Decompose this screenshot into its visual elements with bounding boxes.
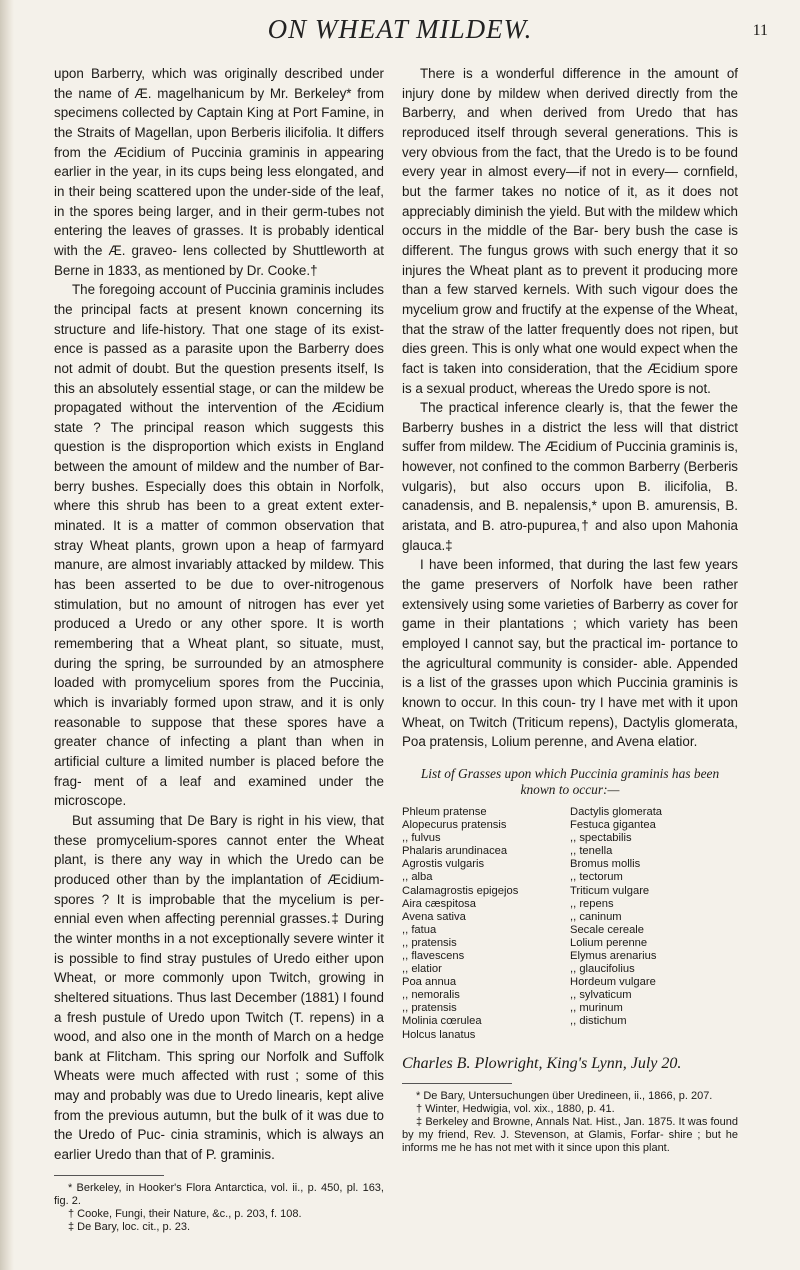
footnote: * Berkeley, in Hooker's Flora Antarctica, vol. ii., p. 450, pl. 163, fig. 2.	[54, 1181, 384, 1207]
paragraph: I have been informed, that during the last few years the game preservers of Norfolk have been rather extensively using some varieties of Barberry as cover for game in their plantations ; which variety has been employed I cannot say, but the practical im- portance to the agricultural community is consider- able. Appended is a list of the grasses upon which Puccinia graminis is known to occur. In this coun- try I have met with it upon Wheat, on Twitch (Triticum repens), Dactylis glomerata, Poa pratensis, Lolium perenne, and Avena elatior.	[402, 557, 738, 750]
grass-item: ,, fatua	[402, 923, 437, 936]
footnote: † Winter, Hedwigia, vol. xix., 1880, p. 41.	[416, 1103, 615, 1116]
grass-item: ,, alba	[402, 871, 433, 884]
running-head	[0, 14, 800, 54]
grass-list-caption: List of Grasses upon which Puccinia graminis has been known to occur:—	[420, 765, 720, 797]
grass-item: Triticum vulgare	[570, 884, 650, 897]
paragraph: The foregoing account of Puccinia graminis includes the principal facts at present known concerning its structure and life-history. That one stage of its exist- ence is passed as a parasite upon the Barberry does not admit of doubt. But the question presents itself, Is this an absolutely essential stage, or can the mildew be propagated without the intervention of the Æcidium state ? The principal reason which suggests this question is the disproportion which exists in England between the amount of mildew and the number of Bar- berry bushes. Especially does this obtain in Norfolk, where this shrub has been to a great extent exter- minated. It is a matter of common observation that stray Wheat plants, grown upon a heap of farmyard manure, are almost invariably attacked by mildew. This has been asserted to be due to over-nitrogenous stimulation, but no amount of nitrogen has ever yet produced a Uredo or any other spore. It is worth remembering that a Wheat plant, so situate, must, during the spring, be surrounded by an atmosphere loaded with promycelium spores from the Puccinia, which is invariably formed upon straw, and it is only reasonable to suppose that these spores have a greater chance of infecting a plant than when in artificial culture a limited number is placed before the frag- ment of a leaf and examined under the microscope.	[54, 282, 384, 809]
footnotes	[54, 1182, 384, 1234]
footnote: ‡ De Bary, loc. cit., p. 23.	[68, 1220, 191, 1233]
grass-item: ,, tectorum	[570, 871, 623, 884]
grass-item: Elymus arenarius	[570, 950, 657, 962]
grass-item: Phalaris arundinacea	[402, 845, 508, 858]
grass-item: Festuca gigantea	[570, 819, 656, 832]
paragraph: The practical inference clearly is, that the fewer the Barberry bushes in a district the less will that district suffer from mildew. The Æcidium of Puccinia graminis is, however, not confined to the common Barberry (Berberis vulgaris), but also occurs upon B. ilicifolia, B. canadensis, and B. nepalensis,* upon B. amurensis, B. aristata, and B. atro-pupurea,† and also upon Mahonia glauca.‡	[402, 400, 738, 553]
grass-item: Dactylis glomerata	[570, 805, 663, 818]
grass-item: Alopecurus pratensis	[402, 819, 507, 832]
paragraph: upon Barberry, which was originally described under the name of Æ. magelhanicum by Mr. Berkeley* from specimens collected by Captain King at Port Famine, in the Straits of Magellan, upon Berberis ilicifolia. It differs from the Æcidium of Puccinia graminis in appearing earlier in the year, in its cups being less elongated, and in their being scattered upon the under-side of the leaf, in the spores being larger, and in their germ-tubes not entering the leaves of grasses. It is probably identical with the Æ. graveo- lens collected by Shuttleworth at Berne in 1833, as mentioned by Dr. Cooke.†	[54, 66, 384, 278]
footnote: * De Bary, Untersuchungen über Uredineen, ii., 1866, p. 207.	[416, 1090, 713, 1103]
footnote-rule	[54, 1175, 164, 1176]
grass-item: Hordeum vulgare	[570, 976, 656, 989]
paragraph: But assuming that De Bary is right in his view, that these promycelium-spores cannot enter the Wheat plant, is there any way in which the Uredo can be produced other than by the implantation of Æcidium- spores ? It is improbable that the mycelium is per- ennial even when affecting perennial grasses.‡ During the winter months in a not exceptionally severe winter it is possible to find stray pustules of Uredo either upon Wheat, or more commonly upon Twitch, growing in sheltered situations. Thus last December (1881) I found a fresh pustule of Uredo upon Twitch (T. repens) in a wood, and also one in the month of March on a hedge bank at Flitcham. This spring our Norfolk and Suffolk Wheats were much affected with rust ; some of this may and probably was due to Uredo linearis, kept alive from the previous autumn, but the bulk of it was due to the Uredo of Puc- cinia straminis, which is always an earlier Uredo than that of P. graminis.	[54, 812, 384, 1163]
grass-item: ,, distichum	[570, 1015, 627, 1028]
author-signature: Charles B. Plowright, King's Lynn, July 20.	[402, 1054, 682, 1072]
grass-item: Molinia cœrulea	[402, 1015, 482, 1028]
grass-item: Bromus mollis	[570, 858, 641, 871]
grass-item: ,, flavescens	[402, 950, 465, 962]
grass-item: ,, spectabilis	[570, 832, 632, 845]
grass-list	[402, 806, 738, 1042]
grass-item: ,, pratensis	[402, 1002, 457, 1015]
footnote-rule	[402, 1083, 512, 1084]
page-number: 11	[752, 22, 768, 39]
footnotes	[402, 1090, 738, 1155]
grass-item: Poa annua	[402, 976, 457, 989]
grass-item: ,, sylvaticum	[570, 989, 632, 1002]
page-gutter-shadow	[0, 0, 14, 1270]
grass-item: Lolium perenne	[570, 936, 648, 949]
grass-item: Calamagrostis epigejos	[402, 884, 519, 897]
grass-item: ,, caninum	[570, 910, 622, 923]
grass-item: ,, nemoralis	[402, 989, 460, 1002]
grass-list-left	[402, 806, 570, 1042]
left-column	[54, 64, 384, 1234]
grass-item: Secale cereale	[570, 923, 645, 936]
paragraph: There is a wonderful difference in the amount of injury done by mildew when derived directly from the Barberry, and when derived from Uredo that has reproduced itself through several generations. This is very obvious from the fact, that the Uredo is to be found every year in almost every—if not in every— cornfield, but the farmer takes no notice of it, as it does not appreciably diminish the yield. But with the mildew which occurs in the middle of the Bar- bery bush the case is different. The fungus grows with such energy that it so injures the Wheat plant as to prevent it producing more than a few starved kernels. With such vigour does the mycelium grow and fructify at the expense of the Wheat, that the straw of the latter frequently does not ripen, but dies green. This is only what one would expect when the fact is taken into consideration, that the Æcidium spore is a sexual product, whereas the Uredo spore is not.	[402, 66, 738, 396]
grass-item: Holcus lanatus	[402, 1028, 476, 1041]
right-column	[402, 64, 738, 1155]
footnote: † Cooke, Fungi, their Nature, &c., p. 203, f. 108.	[68, 1207, 302, 1220]
grass-item: ,, fulvus	[402, 832, 441, 845]
grass-item: Aira cæspitosa	[402, 897, 476, 910]
grass-item: ,, elatior	[402, 963, 442, 976]
grass-item: ,, tenella	[570, 845, 613, 858]
grass-item: ,, murinum	[570, 1002, 623, 1015]
footnote: ‡ Berkeley and Browne, Annals Nat. Hist., Jan. 1875. It was found by my friend, Rev. J. Stevenson, at Glamis, Forfar- shire ; but he informs me he has not met with it since upon this plant.	[402, 1116, 738, 1155]
grass-item: ,, repens	[570, 897, 614, 910]
grass-item: Agrostis vulgaris	[402, 858, 485, 871]
grass-item: Avena sativa	[402, 910, 466, 923]
grass-item: ,, pratensis	[402, 936, 457, 949]
grass-item: Phleum pratense	[402, 805, 487, 818]
grass-list-right	[570, 806, 738, 1042]
running-title: ON WHEAT MILDEW.	[267, 14, 533, 44]
grass-item: ,, glaucifolius	[570, 963, 635, 976]
